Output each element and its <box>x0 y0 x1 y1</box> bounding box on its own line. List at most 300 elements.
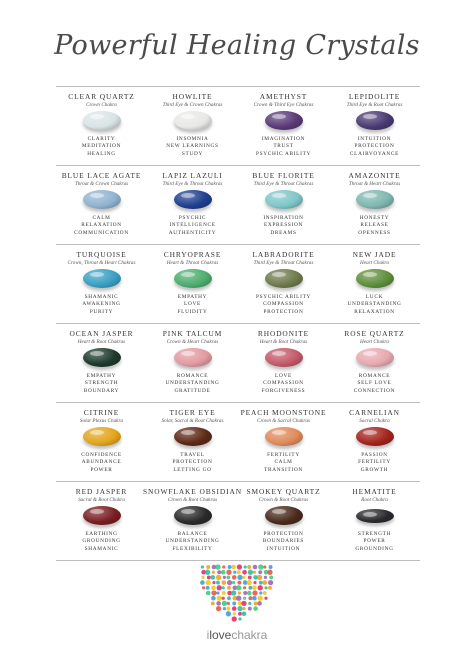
logo-dot <box>253 581 256 584</box>
logo-dot <box>236 596 241 601</box>
brand-prefix: i <box>206 628 210 642</box>
logo-dot <box>227 580 232 585</box>
crystal-name: AMETHYST <box>259 92 308 101</box>
crystal-property: RELAXATION <box>354 308 395 315</box>
logo-dot <box>211 586 216 591</box>
logo-dot <box>268 586 272 590</box>
logo-dot <box>253 565 258 570</box>
logo-dot <box>217 585 222 590</box>
logo-dot <box>206 580 211 585</box>
logo-dot <box>231 590 236 595</box>
logo-dot <box>237 581 241 585</box>
crystal-stone-image <box>265 111 303 130</box>
logo-dot <box>238 591 241 594</box>
crystal-name: LEPIDOLITE <box>348 92 401 101</box>
crystal-property: RELEASE <box>360 222 389 229</box>
logo-dot <box>223 576 226 579</box>
crystal-card <box>147 245 238 323</box>
logo-dot <box>227 586 231 590</box>
logo-dot <box>264 576 267 579</box>
crystal-card <box>147 403 238 481</box>
logo-dot <box>222 601 227 606</box>
crystal-stone-image <box>265 269 303 288</box>
logo-dot <box>237 570 241 574</box>
crystal-property: GROWTH <box>360 466 389 473</box>
logo-dot <box>253 606 258 611</box>
crystal-property: CALM <box>274 459 293 466</box>
logo-dot <box>233 571 236 574</box>
crystal-properties <box>234 452 333 474</box>
crystal-name: AMAZONITE <box>348 171 401 180</box>
logo-dot <box>206 586 210 590</box>
logo-dot <box>222 591 226 595</box>
logo-dot <box>243 597 246 600</box>
logo-dot <box>248 570 253 575</box>
crystal-property: TRANSITION <box>264 466 303 473</box>
crystal-stone-image <box>174 348 212 367</box>
logo-dot <box>252 596 257 601</box>
crystal-chakra: Third Eye & Root Chakras <box>346 102 403 108</box>
crystal-name: TIGER EYE <box>169 408 216 417</box>
crystal-property: PSYCHIC <box>178 215 207 221</box>
logo-dot <box>269 575 273 579</box>
crystal-property: STRENGTH <box>84 380 119 387</box>
logo-dot <box>247 591 252 596</box>
crystal-property: GROUNDING <box>355 545 394 552</box>
logo-dot <box>236 585 241 590</box>
crystal-card <box>147 166 238 244</box>
crystal-property: LOVE <box>275 373 292 379</box>
logo-dot <box>254 601 258 605</box>
crystal-properties <box>234 136 333 158</box>
crystal-property: STRENGTH <box>357 531 392 537</box>
crystal-chakra: Solar Plexus Chakra <box>79 418 124 424</box>
crystal-property: DREAMS <box>270 229 297 236</box>
crystal-property: LOVE <box>184 301 201 308</box>
crystal-property: INTUITION <box>266 545 301 552</box>
logo-dot <box>217 570 221 574</box>
crystal-property: POWER <box>363 538 386 545</box>
crystal-property: PSYCHIC ABILITY <box>255 150 312 157</box>
logo-dot <box>226 611 231 616</box>
crystal-chakra: Heart & Root Chakras <box>259 339 308 345</box>
crystal-property: PROTECTION <box>263 531 304 537</box>
logo-dot <box>216 606 221 611</box>
crystal-name: TURQUOISE <box>76 250 127 259</box>
crystal-property: IMAGINATION <box>261 136 306 142</box>
crystal-chakra: Solar, Sacral & Root Chakras <box>161 418 224 424</box>
crystal-stone-image <box>83 506 121 525</box>
logo-dot <box>263 565 266 568</box>
crystal-property: TRAVEL <box>180 452 205 458</box>
logo-dot <box>242 612 247 617</box>
crystal-chakra: Crown & Root Chakras <box>167 497 218 503</box>
logo-dot <box>257 575 262 580</box>
crystal-property: CONNECTION <box>353 387 396 394</box>
logo-dot <box>222 565 225 568</box>
logo-dot <box>258 570 262 574</box>
crystal-properties <box>52 215 151 237</box>
crystal-stone-image <box>265 190 303 209</box>
logo-dot <box>207 575 211 579</box>
logo-dot <box>253 571 256 574</box>
crystal-property: UNDERSTANDING <box>165 380 220 387</box>
crystal-grid <box>56 86 420 561</box>
logo-dot <box>252 590 257 595</box>
crystal-card <box>238 245 329 323</box>
crystal-stone-image <box>83 190 121 209</box>
crystal-properties <box>325 452 424 474</box>
crystal-stone-image <box>174 506 212 525</box>
logo-dot <box>259 591 262 594</box>
crystal-property: AUTHENTICITY <box>168 229 217 236</box>
crystal-property: HEALING <box>87 150 116 157</box>
crystal-properties <box>143 531 242 553</box>
crystal-property: HONESTY <box>359 215 390 221</box>
crystal-property: PURITY <box>89 308 114 315</box>
crystal-card <box>329 403 420 481</box>
logo-dot <box>242 576 245 579</box>
logo-dot <box>257 601 262 606</box>
crystal-property: GROUNDING <box>82 538 121 545</box>
crystal-row <box>56 244 420 323</box>
logo-dot <box>212 571 215 574</box>
crystal-property: SHAMANIC <box>84 545 119 552</box>
crystal-card <box>56 87 147 165</box>
crystal-chakra: Sacral & Root Chakra <box>78 497 125 503</box>
logo-dot <box>222 586 225 589</box>
crystal-properties <box>234 215 333 237</box>
crystal-name: LAPIZ LAZULI <box>162 171 223 180</box>
crystal-row <box>56 323 420 402</box>
crystal-stone-image <box>83 348 121 367</box>
crystal-row <box>56 86 420 165</box>
crystal-chakra: Sacral Chakra <box>359 418 390 424</box>
logo-dot <box>248 607 252 611</box>
crystal-stone-image <box>174 111 212 130</box>
logo-dot <box>223 607 226 610</box>
logo-dot <box>243 591 247 595</box>
crystal-property: EARTHING <box>85 531 118 537</box>
logo-dot <box>202 586 205 589</box>
crystal-name: HOWLITE <box>172 92 213 101</box>
logo-dot <box>244 565 247 568</box>
logo-dot <box>263 580 268 585</box>
crystal-name: SNOWFLAKE OBSIDIAN <box>143 487 242 496</box>
crystal-property: LUCK <box>365 294 384 300</box>
crystal-property: INTELLIGENCE <box>169 222 216 229</box>
crystal-stone-image <box>265 427 303 446</box>
crystal-name: CLEAR QUARTZ <box>68 92 135 101</box>
logo-dot <box>232 601 236 605</box>
logo-dot <box>237 564 242 569</box>
crystal-property: STUDY <box>181 150 204 157</box>
crystal-property: FERTILITY <box>358 459 391 466</box>
logo-dot <box>269 565 273 569</box>
logo-dot <box>205 570 210 575</box>
logo-dot <box>217 596 222 601</box>
crystal-card <box>238 482 329 560</box>
crystal-chakra: Crown Chakra <box>86 102 117 108</box>
crystal-row <box>56 481 420 561</box>
logo-dot <box>227 602 230 605</box>
crystal-property: INSPIRATION <box>263 215 304 221</box>
crystal-card <box>238 166 329 244</box>
crystal-property: ABUNDANCE <box>81 459 122 466</box>
crystal-property: PSYCHIC ABILITY <box>255 294 312 300</box>
crystal-property: ROMANCE <box>358 373 391 379</box>
crystal-chakra: Heart Chakra <box>360 260 389 266</box>
logo-dot <box>232 616 237 621</box>
crystal-chakra: Third Eye & Throat Chakras <box>253 260 314 266</box>
crystal-property: CLARITY <box>87 136 116 142</box>
crystal-name: CARNELIAN <box>349 408 400 417</box>
crystal-properties <box>234 373 333 395</box>
logo-dot <box>243 586 246 589</box>
logo-dot <box>267 570 272 575</box>
crystal-stone-image <box>174 269 212 288</box>
crystal-chakra: Throat & Crown Chakras <box>74 181 129 187</box>
crystal-stone-image <box>174 427 212 446</box>
crystal-property: POWER <box>90 466 113 473</box>
logo-dot <box>216 601 221 606</box>
crystal-card <box>329 324 420 402</box>
crystal-properties <box>143 215 242 237</box>
crystal-stone-image <box>356 427 394 446</box>
crystal-card <box>56 482 147 560</box>
crystal-name: HEMATITE <box>352 487 397 496</box>
crystal-chakra: Third Eye & Throat Chakras <box>253 181 314 187</box>
crystal-property: BALANCE <box>177 531 208 537</box>
crystal-property: BOUNDARY <box>83 387 120 394</box>
crystal-card <box>238 403 329 481</box>
logo-dot <box>263 591 267 595</box>
crystal-property: FLUIDITY <box>177 308 208 315</box>
logo-dot <box>248 586 252 590</box>
crystal-properties <box>52 136 151 158</box>
logo-dot <box>201 565 204 568</box>
crystal-stone-image <box>174 190 212 209</box>
logo-dot <box>201 576 204 579</box>
crystal-stone-image <box>83 427 121 446</box>
crystal-name: CHRYOPRASE <box>163 250 222 259</box>
crystal-stone-image <box>356 111 394 130</box>
crystal-properties <box>143 136 242 158</box>
logo-dot <box>258 596 263 601</box>
logo-dot <box>238 612 242 616</box>
crystal-card <box>56 324 147 402</box>
crystal-name: BLUE LACE AGATE <box>61 171 142 180</box>
crystal-chakra: Root Chakra <box>361 497 388 503</box>
crystal-properties <box>52 294 151 316</box>
logo-dot <box>226 575 230 579</box>
crystal-property: FORGIVENESS <box>261 387 306 394</box>
logo-dot <box>216 575 221 580</box>
crystal-property: PROTECTION <box>263 308 304 315</box>
logo-dot <box>206 565 210 569</box>
crystal-chakra: Heart Chakra <box>360 339 389 345</box>
crystal-properties <box>52 373 151 395</box>
crystal-chakra: Crown & Heart Chakras <box>166 339 219 345</box>
logo-dot <box>247 580 252 585</box>
crystal-property: EMPATHY <box>86 373 117 379</box>
crystal-property: GRATITUDE <box>174 387 211 394</box>
crystal-stone-image <box>265 348 303 367</box>
crystal-properties <box>143 294 242 316</box>
crystal-stone-image <box>83 111 121 130</box>
crystal-property: EMPATHY <box>177 294 208 300</box>
crystal-stone-image <box>356 509 394 523</box>
crystal-chakra: Crown & Sacral Chakras <box>257 418 310 424</box>
crystal-card <box>56 166 147 244</box>
crystal-property: COMPASSION <box>263 380 304 387</box>
logo-dot <box>264 597 267 600</box>
logo-dot <box>211 601 215 605</box>
logo-dot <box>268 580 273 585</box>
crystal-property: OPENNESS <box>358 229 391 236</box>
crystal-card <box>238 87 329 165</box>
logo-dot <box>232 575 237 580</box>
crystal-property: CONFIDENCE <box>81 452 122 458</box>
crystal-property: PROTECTION <box>354 143 395 150</box>
crystal-card <box>329 166 420 244</box>
logo-dot <box>233 612 236 615</box>
crystal-properties <box>325 294 424 316</box>
crystal-property: FERTILITY <box>267 452 300 458</box>
crystal-name: OCEAN JASPER <box>69 329 134 338</box>
crystal-stone-image <box>265 506 303 525</box>
logo-dot <box>242 607 245 610</box>
brand-love: love <box>209 628 232 642</box>
crystal-chakra: Throat & Heart Chakras <box>348 181 401 187</box>
crystal-card <box>147 324 238 402</box>
logo-dot <box>252 586 257 591</box>
crystal-properties <box>325 136 424 158</box>
crystal-property: CALM <box>92 215 111 221</box>
crystal-card <box>143 482 242 560</box>
logo-dot <box>238 617 241 620</box>
logo-dot <box>222 580 227 585</box>
crystal-property: COMMUNICATION <box>74 229 129 236</box>
crystal-card <box>329 482 420 560</box>
logo-dot <box>232 581 235 584</box>
crystal-property: BOUNDARIES <box>262 538 305 545</box>
crystal-name: PINK TALCUM <box>162 329 223 338</box>
crystal-property: UNDERSTANDING <box>347 301 402 308</box>
crystal-property: PROTECTION <box>172 459 213 466</box>
crystal-properties <box>325 215 424 237</box>
crystal-card <box>56 245 147 323</box>
logo-dot <box>211 590 216 595</box>
crystal-name: BLUE FLORITE <box>252 171 315 180</box>
crystal-card <box>329 245 420 323</box>
crystal-chakra: Crown & Root Chakras <box>258 497 309 503</box>
crystal-properties <box>52 452 151 474</box>
crystal-property: SHAMANIC <box>84 294 119 300</box>
crystal-property: TRUST <box>273 143 294 150</box>
crystal-property: PASSION <box>361 452 388 458</box>
logo-dot <box>258 585 263 590</box>
logo-dot <box>241 601 246 606</box>
brand-name <box>0 628 474 642</box>
logo-dot <box>247 565 251 569</box>
crystal-name: CITRINE <box>83 408 120 417</box>
crystal-name: PEACH MOONSTONE <box>240 408 327 417</box>
logo-dot <box>226 607 230 611</box>
crystal-name: LABRADORITE <box>252 250 315 259</box>
crystal-property: LETTING GO <box>173 466 212 473</box>
crystal-properties <box>143 452 242 474</box>
crystal-property: INTUITION <box>357 136 392 142</box>
logo-dot <box>264 586 267 589</box>
crystal-properties <box>325 531 424 553</box>
crystal-name: SMOKEY QUARTZ <box>246 487 321 496</box>
poster-title: Powerful Healing Crystals <box>54 30 420 61</box>
crystal-row <box>56 402 420 481</box>
crystal-property: ROMANCE <box>176 373 209 379</box>
logo-dot <box>248 575 252 579</box>
logo-dot <box>237 606 242 611</box>
logo-dot <box>215 564 220 569</box>
crystal-name: NEW JADE <box>352 250 397 259</box>
logo-dot <box>231 565 236 570</box>
logo-dot <box>232 606 237 611</box>
crystal-properties <box>143 373 242 395</box>
crystal-chakra: Third Eye & Throat Chakras <box>162 181 223 187</box>
crystal-properties <box>52 531 151 553</box>
crystal-property: AWAKENING <box>82 301 121 308</box>
crystal-property: RELAXATION <box>81 222 122 229</box>
crystal-name: RHODONITE <box>257 329 310 338</box>
crystal-stone-image <box>83 269 121 288</box>
crystal-properties <box>325 373 424 395</box>
crystal-property: SELF LOVE <box>357 380 392 387</box>
logo-dot <box>211 596 216 601</box>
crystal-chakra: Crown, Throat & Heart Chakras <box>67 260 136 266</box>
crystal-stone-image <box>356 269 394 288</box>
logo-dot <box>248 596 252 600</box>
logo-dot <box>200 580 205 585</box>
heart-logo-icon <box>200 563 274 629</box>
crystal-stone-image <box>356 348 394 367</box>
logo-dot <box>211 575 216 580</box>
crystal-property: COMPASSION <box>263 301 304 308</box>
logo-dot <box>206 591 211 596</box>
crystal-property: NEW LEARNINGS <box>166 143 219 150</box>
crystal-property: UNDERSTANDING <box>165 538 220 545</box>
logo-dot <box>258 564 263 569</box>
logo-dot <box>226 570 231 575</box>
logo-dot <box>228 565 232 569</box>
logo-dot <box>212 581 215 584</box>
logo-dot <box>248 602 251 605</box>
brand-suffix: chakra <box>231 628 268 642</box>
crystal-row <box>56 165 420 244</box>
crystal-chakra: Heart & Throat Chakras <box>166 260 219 266</box>
crystal-properties <box>234 294 333 316</box>
crystal-card <box>329 87 420 165</box>
crystal-name: RED JASPER <box>75 487 128 496</box>
logo-dot <box>259 581 263 585</box>
logo-dot <box>237 575 242 580</box>
logo-dot <box>227 596 231 600</box>
crystal-property: CLAIRVOYANCE <box>349 150 400 157</box>
logo-dot <box>222 597 225 600</box>
crystal-card <box>147 87 238 165</box>
logo-dot <box>216 581 220 585</box>
crystal-chakra: Heart & Root Chakras <box>77 339 126 345</box>
logo-dot <box>216 591 219 594</box>
